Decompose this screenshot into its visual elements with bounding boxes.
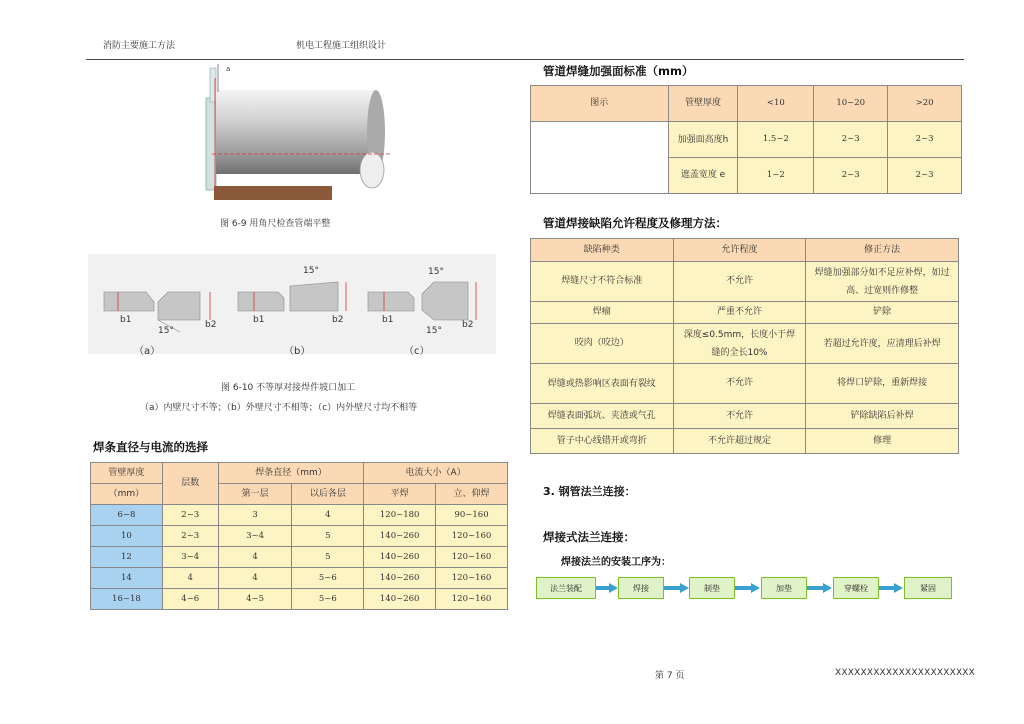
angle-label-b: 15°	[303, 266, 319, 276]
table-row: 12 3~4 4 5 140~260 120~160	[91, 547, 508, 568]
th-fix-method: 修正方法	[806, 239, 959, 262]
page-number: 第 7 页	[655, 671, 685, 681]
table-row: 16~18 4~6 4~5 5~6 140~260 120~160	[91, 589, 508, 610]
th-unit: （mm）	[91, 484, 163, 505]
flow-arrow-shaft	[879, 586, 895, 590]
th-flat: 平焊	[364, 484, 436, 505]
th-first-layer: 第一层	[218, 484, 292, 505]
flow-step-5: 穿螺栓	[833, 577, 879, 599]
defects-table	[530, 238, 959, 454]
weld-flange-title: 焊接式法兰连接：	[543, 530, 635, 544]
b1-label-a: b1	[120, 315, 132, 325]
th-figure: 图示	[531, 86, 669, 122]
flow-step-4: 加垫	[761, 577, 807, 599]
figure610-caption: 图 6-10 不等厚对接焊件坡口加工	[221, 383, 356, 393]
figure69-label-a: a	[226, 65, 231, 73]
figure610-subcaption: （a）内壁尺寸不等；（b）外壁尺寸不相等；（c）内外壁尺寸均不相等	[140, 403, 418, 413]
th-layers: 层数	[162, 463, 218, 505]
flow-step-1: 法兰装配	[536, 577, 596, 599]
electrode-table	[90, 462, 508, 610]
flow-arrow-icon	[894, 583, 903, 593]
flow-arrow-icon	[609, 583, 618, 593]
th-wall-thickness: 管壁厚度	[668, 86, 738, 122]
table-row: 遮盖宽度 e 1~2 2~3 2~3	[531, 158, 962, 194]
b2-label-a: b2	[205, 320, 217, 330]
reinforcement-table	[530, 85, 962, 194]
angle-label-c-bottom: 15°	[426, 326, 442, 336]
flow-arrow-icon	[823, 583, 832, 593]
th-10-20: 10~20	[814, 86, 888, 122]
reinforcement-title: 管道焊缝加强面标准（mm）	[543, 64, 694, 78]
sub-label-a: （a）	[134, 346, 161, 357]
b2-label-c: b2	[462, 320, 474, 330]
table-row: 焊缝或热影响区表面有裂纹 不允许 将焊口铲除，重新焊接	[531, 364, 959, 404]
th-vertical: 立、仰焊	[436, 484, 508, 505]
th-lt10: <10	[738, 86, 814, 122]
table-row: 6~8 2~3 3 4 120~180 90~160	[91, 505, 508, 526]
procedure-title: 焊接法兰的安装工序为：	[561, 557, 671, 568]
flow-arrow-icon	[751, 583, 760, 593]
table-row: 10 2~3 3~4 5 140~260 120~160	[91, 526, 508, 547]
th-gt20: >20	[888, 86, 962, 122]
flow-step-3: 制垫	[689, 577, 735, 599]
table-row: 加强面高度h 1.5~2 2~3 2~3	[531, 122, 962, 158]
flow-arrow-icon	[680, 583, 689, 593]
flow-arrow-shaft	[596, 586, 610, 590]
flow-arrow-shaft	[735, 586, 752, 590]
table-row: 咬肉（咬边） 深度≤0.5mm，长度小于焊缝的全长10% 若超过允许度，应清理后补焊	[531, 324, 959, 364]
b2-label-b: b2	[332, 315, 344, 325]
table-row: 管子中心线错开或弯折 不允许超过规定 修理	[531, 429, 959, 454]
th-defect-type: 缺陷种类	[531, 239, 674, 262]
electrode-title: 焊条直径与电流的选择	[93, 440, 208, 454]
table-row: 焊缝尺寸不符合标准 不允许 焊缝加强部分如不足应补焊，如过高、过宽则作修整	[531, 262, 959, 302]
pipe-square-figure	[196, 64, 396, 204]
sub-label-c: （c）	[404, 346, 430, 357]
angle-label-c-top: 15°	[428, 267, 444, 277]
table-row: 焊瘤 严重不允许 铲除	[531, 302, 959, 324]
defects-title: 管道焊接缺陷允许程度及修理方法：	[543, 216, 727, 230]
table-row: 14 4 4 5~6 140~260 120~160	[91, 568, 508, 589]
table-row: 焊缝表面弧坑、夹渣或气孔 不允许 铲除缺陷后补焊	[531, 404, 959, 429]
b1-label-c: b1	[382, 315, 394, 325]
flow-arrow-shaft	[664, 586, 681, 590]
flow-arrow-shaft	[807, 586, 824, 590]
figure-cell	[531, 122, 669, 194]
th-later-layers: 以后各层	[292, 484, 364, 505]
flange-heading: 3. 钢管法兰连接：	[543, 485, 636, 498]
th-rod-diameter: 焊条直径（mm）	[218, 463, 364, 484]
sub-label-b: （b）	[284, 346, 311, 357]
header-center: 机电工程施工组织设计	[296, 41, 387, 51]
header-left: 消防主要施工方法	[103, 41, 176, 51]
flow-step-6: 紧固	[904, 577, 952, 599]
b1-label-b: b1	[253, 315, 265, 325]
th-wall: 管壁厚度	[91, 463, 163, 484]
header-rule	[86, 59, 964, 60]
footer-code: XXXXXXXXXXXXXXXXXXXXXX	[835, 668, 976, 678]
flow-step-2: 焊接	[618, 577, 664, 599]
angle-label-a: 15°	[158, 326, 174, 336]
th-current: 电流大小（A）	[364, 463, 508, 484]
figure69-caption: 图 6-9 用角尺检查管端平整	[220, 219, 331, 229]
th-allowance: 允许程度	[673, 239, 806, 262]
